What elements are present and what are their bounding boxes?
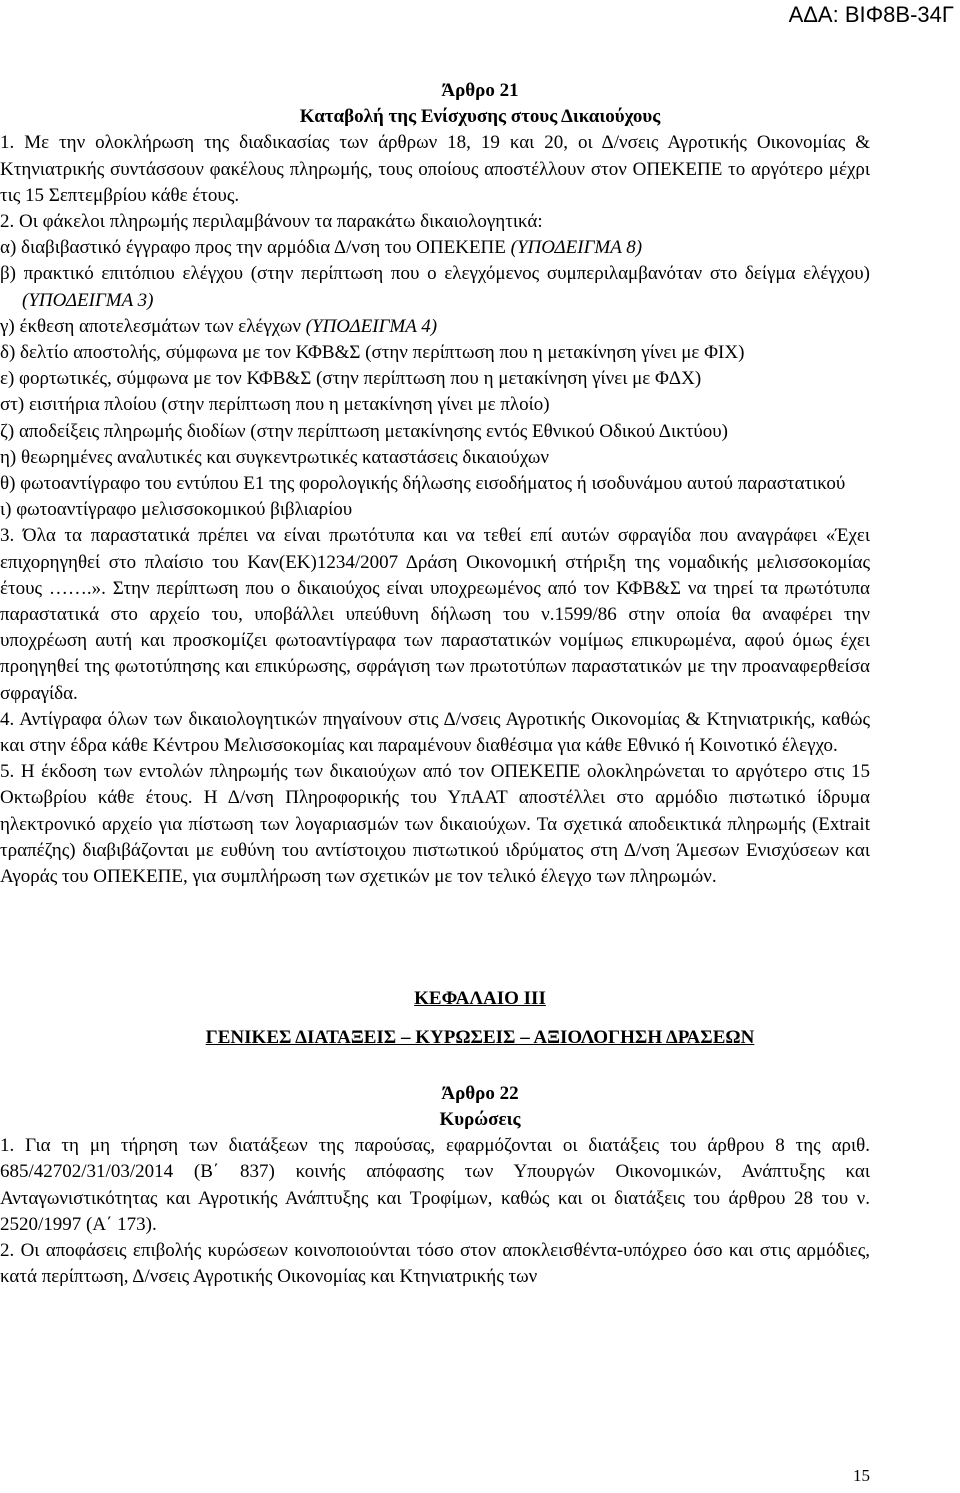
item-text: γ) έκθεση αποτελεσμάτων των ελέγχων xyxy=(0,315,306,337)
list-item-b xyxy=(0,261,960,313)
document-body xyxy=(0,78,960,1290)
article-21-paragraph-3: 3. Όλα τα παραστατικά πρέπει να είναι πρωτότυπα και να τεθεί επί αυτών σφραγίδα που αναγράφει «Έχει επιχορηγηθεί στο πλαίσιο του Καν(ΕΚ)1234/2007 Δράση Οικονομική στήριξη της νομαδικής μελισσοκομίας έτους …….». Στην περίπτωση που ο δικαιούχος είναι υποχρεωμένος από τον ΚΦΒ&Σ να τηρεί τα πρωτότυπα παραστατικά στο αρχείο του, υποβάλλει υπεύθυνη δήλωση του ν.1599/86 στην οποία θα αναφέρει την υποχρέωση αυτή και προσκομίζει φωτοαντίγραφα των παραστατικών νομίμως επικυρωμένα, αφού όμως έχει προηγηθεί της φωτοτύπησης και επικύρωσης, σφράγιση των πρωτοτύπων παραστατικών με την προαναφερθείσα σφραγίδα. xyxy=(0,525,870,704)
article-22-heading: Άρθρο 22 xyxy=(441,1082,519,1104)
list-item-d: δ) δελτίο αποστολής, σύμφωνα με τον ΚΦΒ&Σ (στην περίπτωση που η μετακίνηση γίνει με ΦΙΧ) xyxy=(0,342,745,364)
article-22-paragraph-2: 2. Οι αποφάσεις επιβολής κυρώσεων κοινοποιούνται τόσο στον αποκλεισθέντα-υπόχρεο όσο και στις αρμόδιες, κατά περίπτωση, Δ/νσεις Αγροτικής Οικονομίας και Κτηνιατρικής των xyxy=(0,1239,870,1288)
list-item-e: ε) φορτωτικές, σύμφωνα με τον ΚΦΒ&Σ (στην περίπτωση που η μετακίνηση γίνει με ΦΔΧ) xyxy=(0,368,702,390)
page-number: 15 xyxy=(853,1466,870,1485)
list-item-h: η) θεωρημένες αναλυτικές και συγκεντρωτικές καταστάσεις δικαιούχων xyxy=(0,446,549,468)
template-reference: (ΥΠΟΔΕΙΓΜΑ 3) xyxy=(22,289,154,311)
list-item-c xyxy=(0,314,960,340)
article-22-title: Κυρώσεις xyxy=(439,1108,521,1130)
list-item-z: ζ) αποδείξεις πληρωμής διοδίων (στην περίπτωση μετακίνησης εντός Εθνικού Οδικού Δικτύου) xyxy=(0,420,728,442)
article-21-heading: Άρθρο 21 xyxy=(441,80,519,101)
list-item-st: στ) εισιτήρια πλοίου (στην περίπτωση που η μετακίνηση γίνει με πλοίο) xyxy=(0,394,550,416)
ada-code: ΑΔΑ: ΒΙΦ8Β-34Γ xyxy=(788,2,954,27)
list-item-th: θ) φωτοαντίγραφο του εντύπου Ε1 της φορολογικής δήλωσης εισοδήματος ή ισοδυνάμου αυτού παραστατικού xyxy=(0,473,846,495)
item-text: β) πρακτικό επιτόπιου ελέγχου (στην περίπτωση που ο ελεγχόμενος συμπεριλαμβανόταν στο δείγμα ελέγχου) xyxy=(0,263,870,285)
article-21-paragraph-2: 2. Οι φάκελοι πληρωμής περιλαμβάνουν τα παρακάτω δικαιολογητικά: xyxy=(0,211,543,233)
article-21-paragraph-4: 4. Αντίγραφα όλων των δικαιολογητικών πηγαίνουν στις Δ/νσεις Αγροτικής Οικονομίας & Κτηνιατρικής, καθώς και στην έδρα κάθε Κέντρου Μελισσοκομίας και παραμένουν διαθέσιμα για κάθε Εθνικό ή Κοινοτικό έλεγχο. xyxy=(0,708,870,757)
list-item-a xyxy=(0,235,960,261)
article-21-title: Καταβολή της Ενίσχυσης στους Δικαιούχους xyxy=(299,106,661,128)
template-reference: (ΥΠΟΔΕΙΓΜΑ 4) xyxy=(305,315,438,337)
list-item-i: ι) φωτοαντίγραφο μελισσοκομικού βιβλιαρίου xyxy=(0,499,353,521)
chapter-title: ΓΕΝΙΚΕΣ ΔΙΑΤΑΞΕΙΣ – ΚΥΡΩΣΕΙΣ – ΑΞΙΟΛΟΓΗΣΗ ΔΡΑΣΕΩΝ xyxy=(205,1026,755,1048)
template-reference: (ΥΠΟΔΕΙΓΜΑ 8) xyxy=(510,237,643,259)
chapter-label: ΚΕΦΑΛΑΙΟ ΙΙΙ xyxy=(414,988,546,1010)
article-22-paragraph-1: 1. Για τη μη τήρηση των διατάξεων της παρούσας, εφαρμόζονται οι διατάξεις του άρθρου 8 της αριθ. 685/42702/31/03/2014 (Β΄ 837) κοινής απόφασης των Υπουργών Οικονομικών, Ανάπτυξης και Ανταγωνιστικότητας και Αγροτικής Ανάπτυξης και Τροφίμων, καθώς και οι διατάξεις του άρθρου 28 του ν. 2520/1997 (Α΄ 173). xyxy=(0,1135,870,1235)
article-21-paragraph-1: 1. Με την ολοκλήρωση της διαδικασίας των άρθρων 18, 19 και 20, οι Δ/νσεις Αγροτικής Οικονομίας & Κτηνιατρικής συντάσσουν φακέλους πληρωμής, τους οποίους αποστέλλουν στον ΟΠΕΚΕΠΕ το αργότερο μέχρι τις 15 Σεπτεμβρίου κάθε έτους. xyxy=(0,132,870,206)
item-text: α) διαβιβαστικό έγγραφο προς την αρμόδια Δ/νση του ΟΠΕΚΕΠΕ xyxy=(0,237,511,259)
article-21-paragraph-5: 5. Η έκδοση των εντολών πληρωμής των δικαιούχων από τον ΟΠΕΚΕΠΕ ολοκληρώνεται το αργότερο στις 15 Οκτωβρίου κάθε έτους. Η Δ/νση Πληροφορικής του ΥπΑΑΤ αποστέλλει στο αρμόδιο πιστωτικό ίδρυμα ηλεκτρονικό αρχείο για πίστωση των λογαριασμών των δικαιούχων. Τα σχετικά αποδεικτικά πληρωμής (Extrait τραπέζης) διαβιβάζονται με ευθύνη του αντίστοιχου πιστωτικού ιδρύματος στη Δ/νση Άμεσων Ενισχύσεων και Αγοράς του ΟΠΕΚΕΠΕ, για συμπλήρωση των σχετικών με τον τελικό έλεγχο των πληρωμών. xyxy=(0,761,870,888)
